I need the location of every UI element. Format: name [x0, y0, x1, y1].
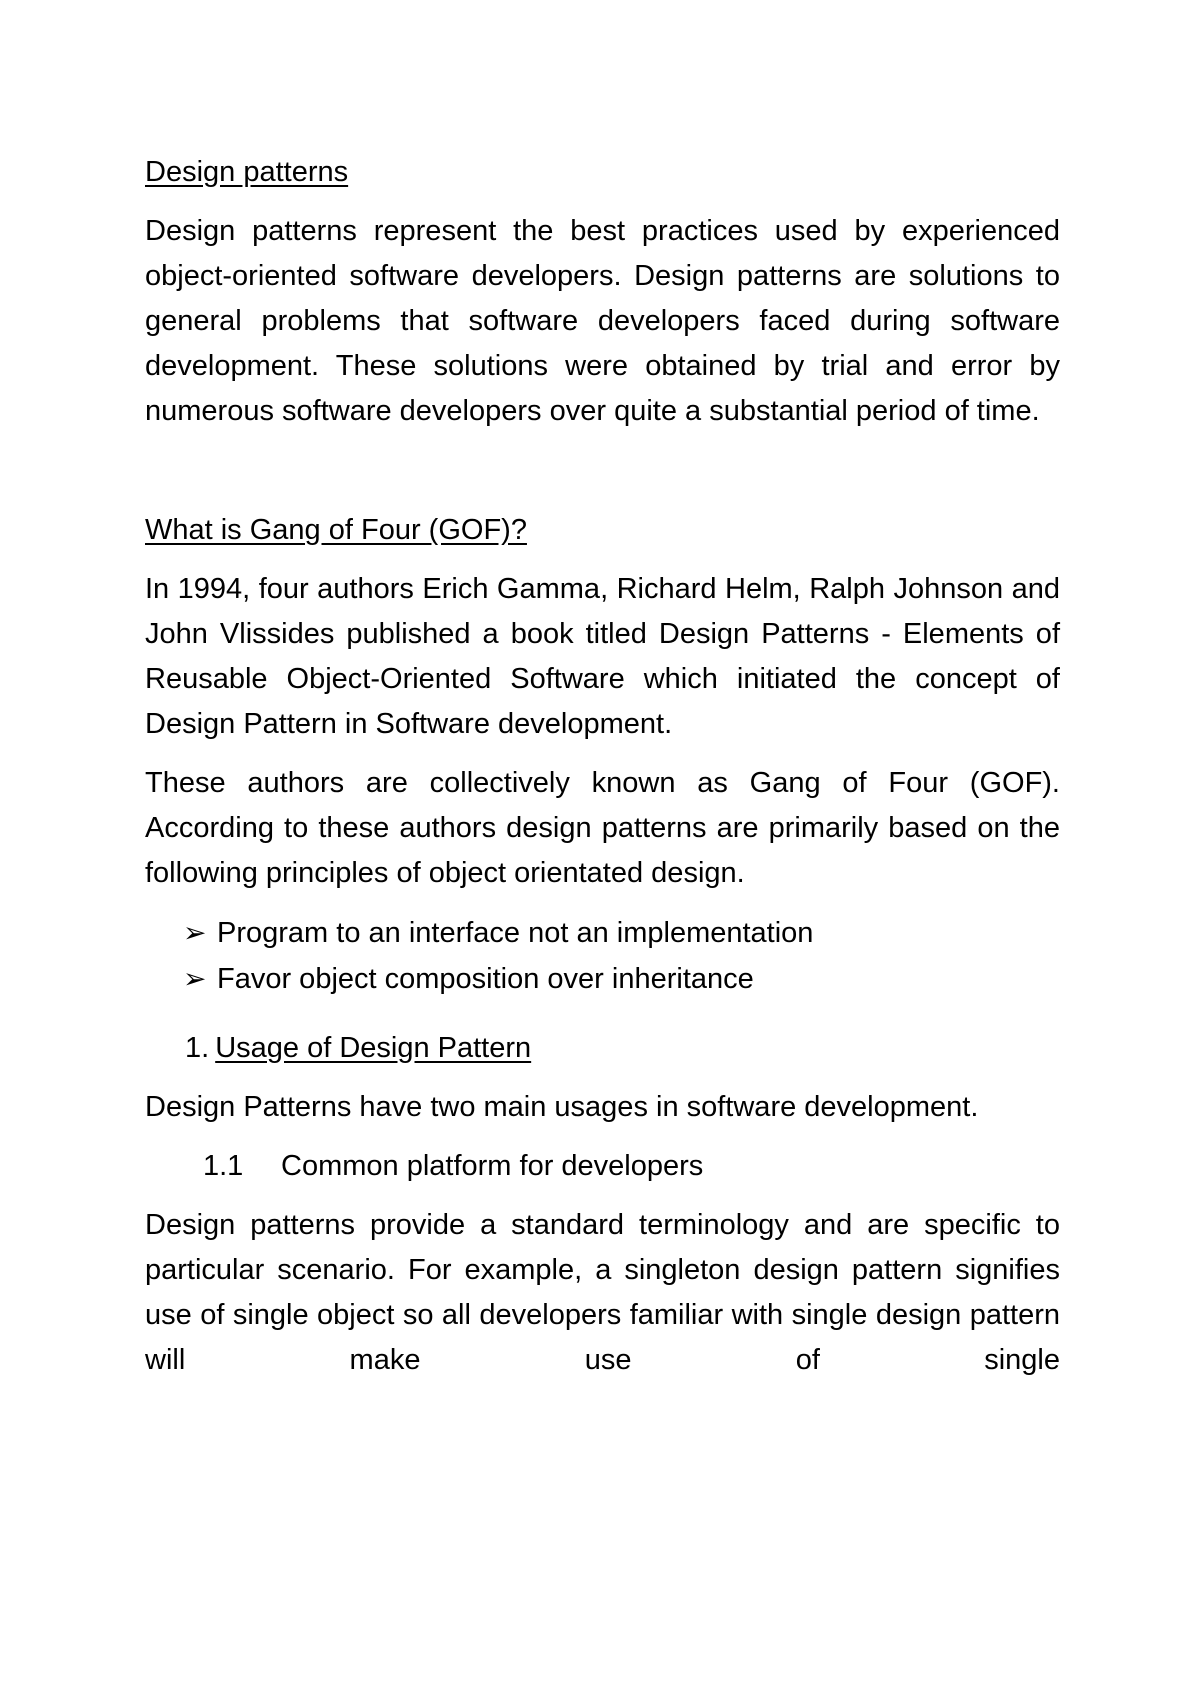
paragraph-usages: Design Patterns have two main usages in software development. [145, 1091, 979, 1123]
list-item-text: Program to an interface not an implementation [217, 917, 814, 949]
spacer [145, 1002, 1060, 1026]
subheading-text: Common platform for developers [281, 1150, 704, 1182]
list-item [183, 910, 1060, 956]
principles-list [145, 910, 1060, 1002]
spacer [145, 448, 1060, 508]
list-item-text: Favor object composition over inheritance [217, 963, 754, 995]
paragraph-gof-history: In 1994, four authors Erich Gamma, Richard Helm, Ralph Johnson and John Vlissides published a book titled Design Patterns - Elements of Reusable Object-Oriented Software which initiated the concept of Design Pattern in Software development. [145, 573, 1060, 740]
paragraph-design-patterns-intro: Design patterns represent the best practices used by experienced object-oriented software developers. Design patterns are solutions to general problems that software developers faced during software development. These solutions were obtained by trial and error by numerous software developers over quite a substantial period of time. [145, 215, 1060, 427]
subheading-number: 1.1 [203, 1150, 244, 1182]
paragraph-common-platform: Design patterns provide a standard terminology and are specific to particular scenario. For example, a singleton design pattern signifies use of single object so all developers familiar with single design pattern will make use of single [145, 1209, 1060, 1376]
arrow-bullet-icon: ➢ [183, 917, 207, 948]
section-heading-design-patterns: Design patterns [145, 156, 349, 188]
subheading-common-platform [145, 1144, 1060, 1189]
section-heading-gang-of-four: What is Gang of Four (GOF)? [145, 514, 527, 546]
list-item [183, 956, 1060, 1002]
numbered-heading-usage [145, 1026, 1060, 1071]
heading-text: Usage of Design Pattern [215, 1032, 532, 1064]
paragraph-gof-principles: These authors are collectively known as Gang of Four (GOF). According to these authors design patterns are primarily based on the following principles of object orientated design. [145, 767, 1060, 889]
arrow-bullet-icon: ➢ [183, 963, 207, 994]
heading-number: 1. [185, 1032, 210, 1064]
